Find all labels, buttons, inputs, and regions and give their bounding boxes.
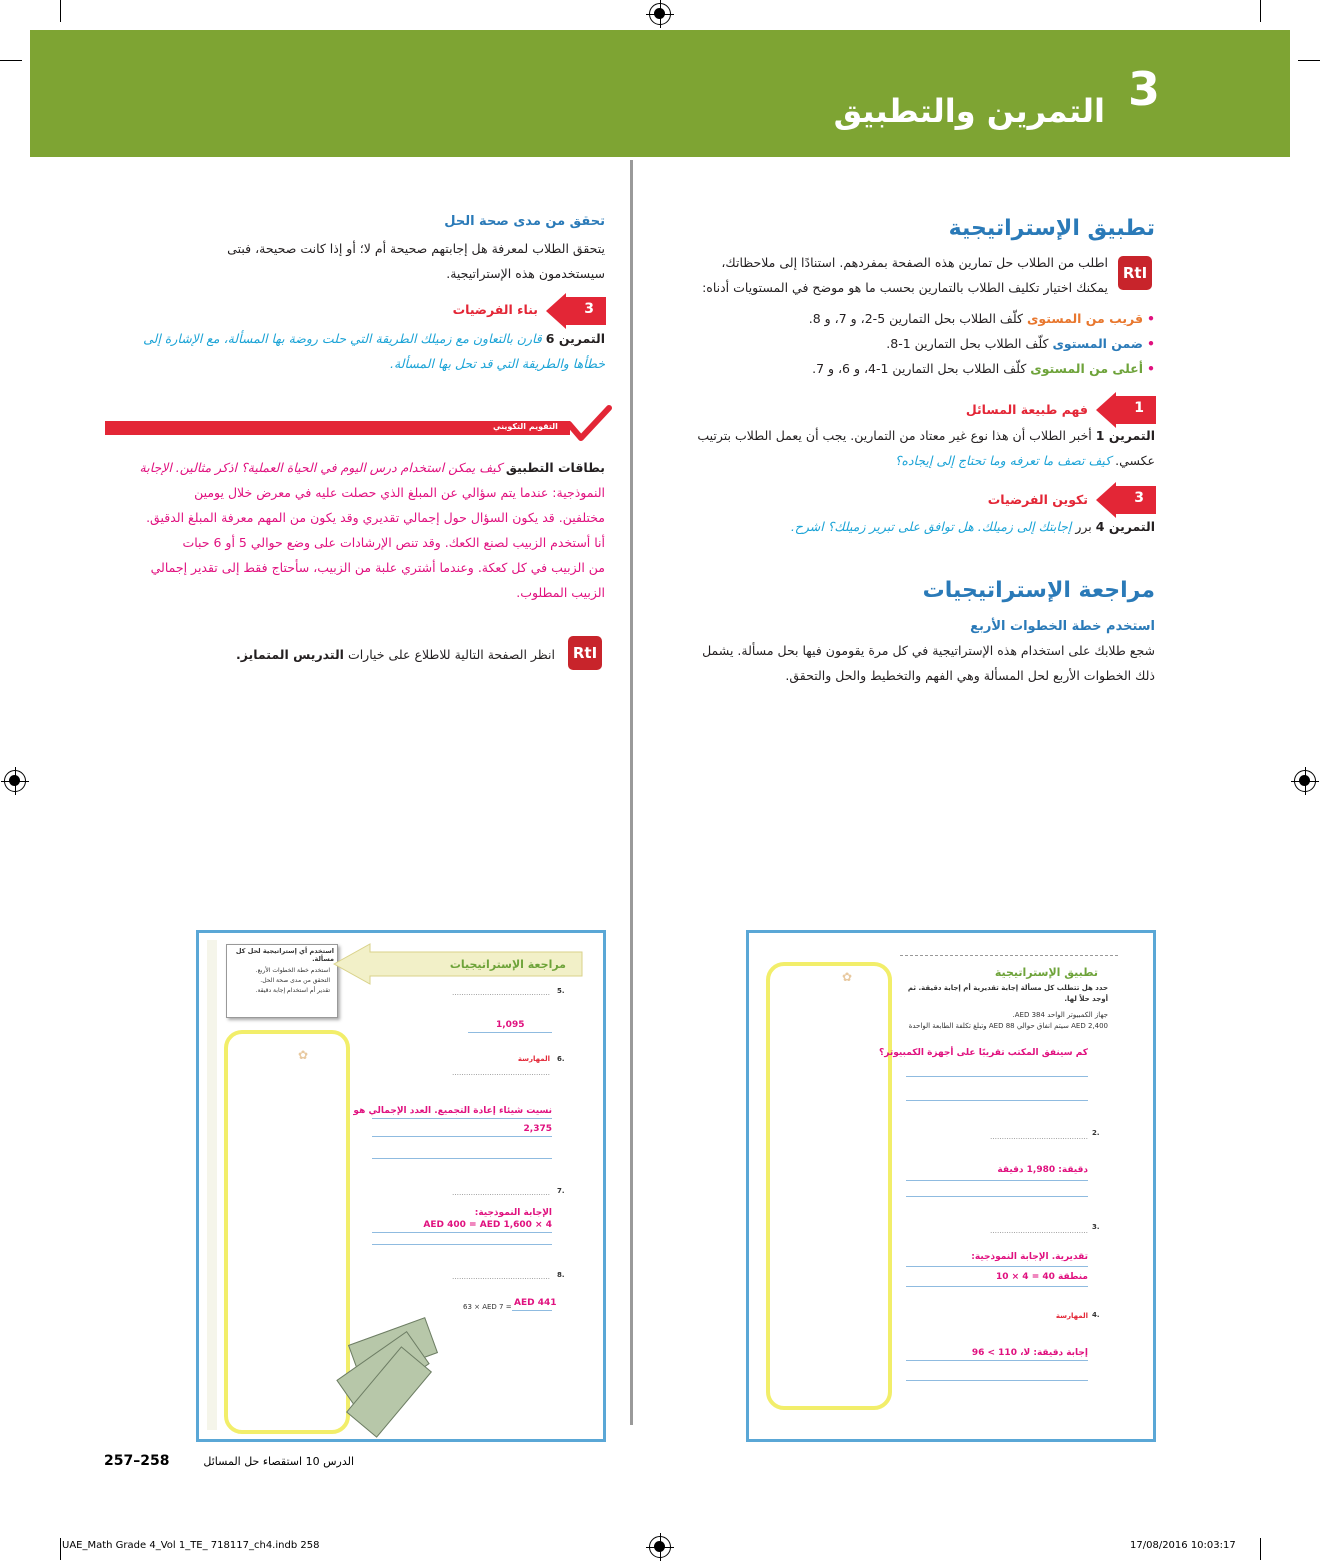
thumb-item-text: …………………………………… bbox=[452, 1069, 550, 1077]
ex1-line1 bbox=[655, 423, 1155, 448]
level-name: أعلى من المستوى bbox=[1030, 361, 1144, 376]
thumb-item-text: …………………………………… bbox=[990, 1227, 1088, 1235]
sticker-icon: ✿ bbox=[842, 970, 853, 984]
rti-icon: RtI bbox=[1118, 256, 1152, 290]
level-text: كلّف الطلاب بحل التمارين 1-4، و 6، و 7. bbox=[812, 361, 1027, 376]
sticker-icon: ✿ bbox=[298, 1048, 309, 1062]
column-divider bbox=[630, 160, 633, 1425]
crop-mark bbox=[60, 0, 61, 22]
callout-item: استخدم خطة الخطوات الأربع. bbox=[255, 967, 330, 974]
level-name: ضمن المستوى bbox=[1052, 336, 1144, 351]
exit-question: كيف يمكن استخدام درس اليوم في الحياة العملية؟ اذكر مثالين. الإجابة bbox=[139, 460, 502, 475]
ex6-label: التمرين 6 bbox=[545, 331, 605, 346]
ex1-text2: عكسي. bbox=[1115, 453, 1155, 468]
exit-line0 bbox=[105, 455, 605, 480]
bullet-icon: • bbox=[1147, 336, 1155, 351]
thumb-item-number: 2. bbox=[1092, 1129, 1100, 1137]
level-item bbox=[715, 356, 1155, 381]
crop-mark bbox=[1298, 60, 1320, 61]
thumb-answer: تقديرية. الإجابة النموذجية: bbox=[971, 1252, 1088, 1262]
thumb-item-number: 5. bbox=[557, 987, 565, 995]
thumb-title: مراجعة الإستراتيجيات bbox=[449, 958, 566, 971]
thumb-answer: منطقة 40 = 4 × 10 bbox=[995, 1272, 1088, 1282]
thumb-item-number: 4. bbox=[1092, 1311, 1100, 1319]
ex4-label: التمرين 4 bbox=[1095, 519, 1155, 534]
answer-line bbox=[906, 1380, 1088, 1381]
thumb-answer: AED 441 bbox=[514, 1298, 557, 1308]
thumb-p1-line: جهاز الكمبيوتر الواحد 384 AED. bbox=[1012, 1011, 1108, 1019]
answer-line bbox=[906, 1266, 1088, 1267]
callout-title: استخدم أي إستراتيجية لحل كل مسألة. bbox=[235, 947, 334, 963]
review-line2: ذلك الخطوات الأربع لحل المسألة وهي الفهم والتخطيط والحل والتحقق. bbox=[785, 668, 1155, 683]
ex6-text: قارن بالتعاون مع زميلك الطريقة التي حلت روضة بها المسألة، مع الإشارة إلى bbox=[143, 331, 542, 346]
thumb-answer: كم سينفق المكتب تقريبًا على أجهزة الكمبيوتر؟ bbox=[879, 1048, 1088, 1058]
level-item bbox=[715, 331, 1155, 356]
thumb-answer: نسيت شيئاء إعادة التجميع. العدد الإجمالي هو bbox=[353, 1106, 552, 1116]
review-line1: شجع طلابك على استخدام هذه الإستراتيجية في كل مرة يقومون فيها بحل مسألة. يشمل bbox=[702, 643, 1155, 658]
ex1-tag: فهم طبيعة المسائل bbox=[965, 402, 1088, 417]
exit-line: أنا أستخدم الزبيب لصنع الكعك. وقد تنص الإرشادات على وضع حوالي 5 أو 6 حبات bbox=[182, 535, 605, 550]
practice-arrow-icon: 1 bbox=[1096, 396, 1156, 424]
thumb-answer: الإجابة النموذجية: bbox=[474, 1208, 552, 1218]
thumb-instruction: حدد هل تتطلب كل مسألة إجابة تقديرية أم إجابة دقيقة. ثم أوجد حلاً لها. bbox=[907, 984, 1108, 1003]
practice-arrow-icon: 3 bbox=[546, 297, 606, 325]
crop-mark bbox=[1260, 1538, 1261, 1560]
thumb-practice-tag: المهارسة bbox=[517, 1055, 550, 1063]
banner-title: التمرين والتطبيق bbox=[833, 92, 1105, 130]
level-text: كلّف الطلاب بحل التمارين 1-8. bbox=[886, 336, 1049, 351]
thumb-equation: 63 × AED 7 = bbox=[463, 1303, 512, 1311]
answer-line bbox=[906, 1196, 1088, 1197]
page-margin-strip bbox=[207, 940, 217, 1430]
thumb-practice-tag: المهارسة bbox=[1055, 1312, 1088, 1320]
answer-line bbox=[512, 1310, 552, 1311]
thumb-item-text: …………………………………… bbox=[452, 1273, 550, 1281]
formative-label: التقويم التكويني bbox=[493, 422, 558, 431]
thumb-item-number: 3. bbox=[1092, 1223, 1100, 1231]
exit-line: الزبيب المطلوب. bbox=[516, 585, 605, 600]
thumb-item-text: …………………………………… bbox=[990, 1133, 1088, 1141]
strategy-heading: تطبيق الإستراتيجية bbox=[948, 216, 1155, 241]
level-name: قريب من المستوى bbox=[1026, 311, 1144, 326]
crop-mark bbox=[60, 1538, 61, 1560]
name-line bbox=[900, 955, 1118, 956]
practice-arrow-icon: 3 bbox=[1096, 486, 1156, 514]
exit-label: بطاقات التطبيق bbox=[505, 460, 605, 475]
ex1-question: كيف تصف ما تعرفه وما تحتاج إلى إيجاده؟ bbox=[894, 453, 1112, 468]
ex6-line2: خطأها والطريقة التي قد تحل بها المسألة. bbox=[389, 356, 605, 371]
thumb-answer: 4 × AED 400 = AED 1,600 bbox=[423, 1220, 552, 1230]
answer-line bbox=[372, 1136, 552, 1137]
crop-mark bbox=[0, 60, 22, 61]
strategy-intro-line2: يمكنك اختيار تكليف الطلاب بالتمارين بحسب ما هو موضح في المستويات أدناه: bbox=[702, 280, 1108, 295]
answer-line bbox=[372, 1118, 552, 1119]
thumb-item-text: …………………………………… bbox=[452, 989, 550, 997]
rti-note bbox=[135, 642, 555, 667]
thumb-item-number: 8. bbox=[557, 1271, 565, 1279]
thumb-item-number: 6. bbox=[557, 1055, 565, 1063]
registration-mark-icon bbox=[649, 3, 671, 25]
check-line1: يتحقق الطلاب لمعرفة هل إجابتهم صحيحة أم لا؛ أو إذا كانت صحيحة، فبتى bbox=[227, 241, 605, 256]
thumb-title: تطبيق الإستراتيجية bbox=[994, 966, 1098, 979]
rti-note-bold: التدريس المتمايز. bbox=[235, 647, 344, 662]
ex4-plain: برر bbox=[1075, 519, 1092, 534]
thumb-answer: 1,095 bbox=[496, 1020, 525, 1030]
ex4-question: إجابتك إلى زميلك. هل توافق على تبرير زميلك؟ اشرح. bbox=[790, 519, 1072, 534]
timestamp: 17/08/2016 10:03:17 bbox=[1130, 1540, 1236, 1551]
exit-line: مختلفين. قد يكون السؤال حول إجمالي تقديري وقد يكون من المهم معرفة المبلغ الدقيق. bbox=[146, 510, 605, 525]
thumb-item-number: 7. bbox=[557, 1187, 565, 1195]
thumb-answer: دقيقة: 1,980 دقيقة bbox=[997, 1165, 1088, 1175]
exit-line: النموذجية: عندما يتم سؤالي عن المبلغ الذي حصلت عليه في معرض خلال يومين bbox=[194, 485, 605, 500]
review-subheading: استخدم خطة الخطوات الأربع bbox=[970, 619, 1155, 634]
level-item bbox=[715, 306, 1155, 331]
ex4-line bbox=[655, 514, 1155, 539]
callout-item: تقدير أم استخدام إجابة دقيقة. bbox=[255, 987, 330, 994]
answer-line bbox=[372, 1232, 552, 1233]
ex4-tag: تكوين الفرضيات bbox=[987, 492, 1088, 507]
bullet-icon: • bbox=[1147, 311, 1155, 326]
file-name: UAE_Math Grade 4_Vol 1_TE_ 718117_ch4.indb 258 bbox=[62, 1540, 320, 1551]
chapter-number: 3 bbox=[1127, 62, 1160, 116]
check-heading: تحقق من مدى صحة الحل bbox=[444, 214, 605, 229]
highlight-box bbox=[224, 1030, 350, 1434]
ex1-label: التمرين 1 bbox=[1095, 428, 1155, 443]
level-text: كلّف الطلاب بحل التمارين 5-2، و 7، و 8. bbox=[808, 311, 1023, 326]
registration-mark-icon bbox=[4, 770, 26, 792]
callout-item: التحقق من مدى صحة الحل. bbox=[260, 977, 330, 984]
ex1-line2 bbox=[655, 448, 1155, 473]
answer-line bbox=[906, 1180, 1088, 1181]
answer-line bbox=[906, 1360, 1088, 1361]
rti-icon: RtI bbox=[568, 636, 602, 670]
exit-line: من الزبيب في كل كعكة. وعندما أشتري علبة من الزبيب، سأحتاج فقط إلى تقدير إجمالي bbox=[150, 560, 605, 575]
formative-bar bbox=[105, 421, 570, 435]
highlight-box bbox=[766, 962, 892, 1410]
page-numbers: 257–258 bbox=[104, 1453, 170, 1469]
crop-mark bbox=[1260, 0, 1261, 22]
answer-line bbox=[906, 1100, 1088, 1101]
review-heading: مراجعة الإستراتيجيات bbox=[922, 578, 1155, 603]
ex1-text: أخبر الطلاب أن هذا نوع غير معتاد من التمارين. يجب أن يعمل الطلاب بترتيب bbox=[697, 428, 1092, 443]
answer-line bbox=[468, 1032, 552, 1033]
ex6-tag: بناء الفرضيات bbox=[452, 302, 538, 317]
answer-line bbox=[906, 1076, 1088, 1077]
thumb-answer: 2,375 bbox=[523, 1124, 552, 1134]
registration-mark-icon bbox=[649, 1536, 671, 1558]
answer-line bbox=[372, 1244, 552, 1245]
thumb-answer: إجابة دقيقة: لا، 110 > 96 bbox=[971, 1348, 1088, 1358]
lesson-footer: الدرس 10 استقصاء حل المسائل bbox=[203, 1455, 354, 1468]
answer-line bbox=[906, 1286, 1088, 1287]
answer-line bbox=[372, 1158, 552, 1159]
thumb-item-text: …………………………………… bbox=[452, 1189, 550, 1197]
checkmark-icon bbox=[565, 404, 613, 442]
ex6-line1 bbox=[105, 326, 605, 351]
strategy-intro-line1: اطلب من الطلاب حل تمارين هذه الصفحة بمفردهم. استنادًا إلى ملاحظاتك، bbox=[721, 255, 1108, 270]
registration-mark-icon bbox=[1294, 770, 1316, 792]
rti-note-text: انظر الصفحة التالية للاطلاع على خيارات bbox=[347, 647, 555, 662]
bullet-icon: • bbox=[1147, 361, 1155, 376]
check-line2: سيستخدمون هذه الإستراتيجية. bbox=[446, 266, 605, 281]
thumb-p1-line: AED 2,400 سيتم انفاق حوالي AED 88 وتبلغ تكلفة الطابعة الواحدة bbox=[908, 1022, 1108, 1030]
